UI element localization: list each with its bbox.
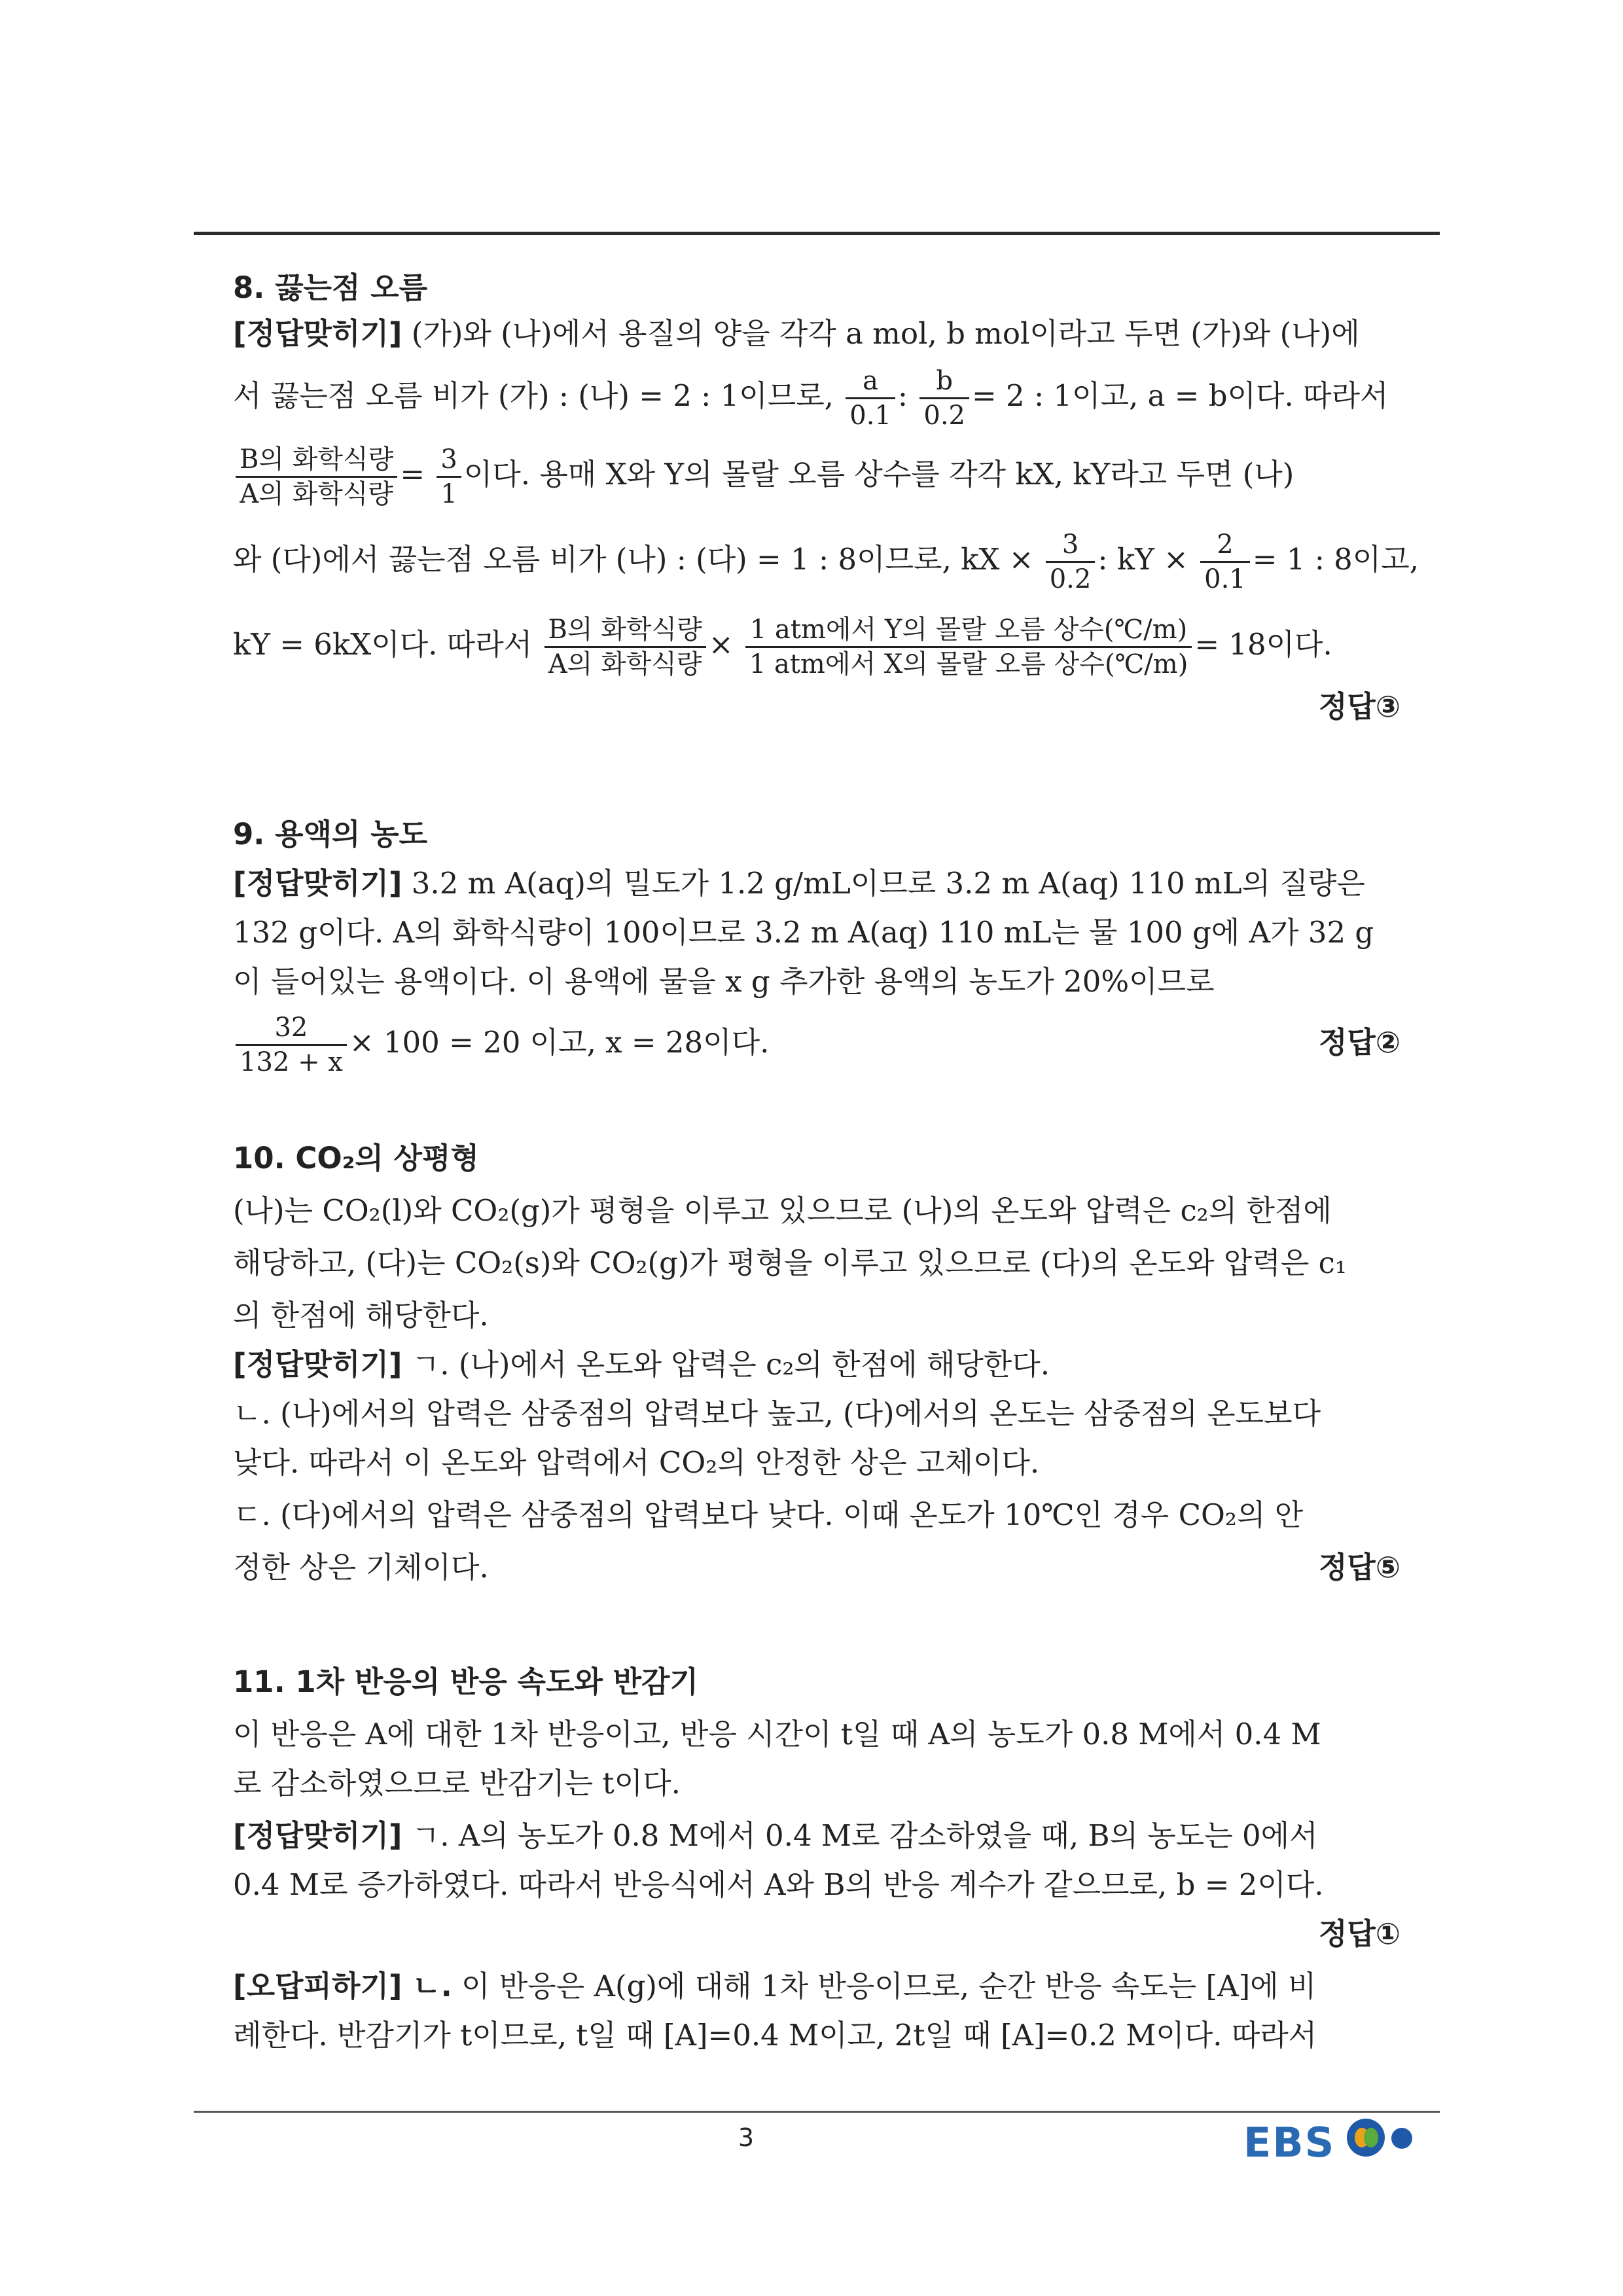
- q11-line-3: [233, 1813, 1400, 1863]
- q8-line-5: kY = 6kX이다. 따라서 $\frac{\text{B의 화학식량}}{\text{A의 화학식량}}$ × $\frac{\text{1 atm에서 Y의 몰랄 오름 상수(℃/m)}}{\text{1 atm에서 X의 몰랄 오름 상수(℃/m)}}$ = 18이다.: [233, 615, 1332, 679]
- q10-line-4: [233, 1342, 1400, 1391]
- q11-line-2: 로 감소하였으므로 반감기는 t이다.: [233, 1766, 681, 1801]
- q8-text-3: 이다. 용매 X와 Y의 몰랄 오름 상수를 각각 kX, kY라고 두면 (나): [463, 457, 1294, 492]
- fraction-mass-ratio-2: $\frac{\text{B의 화학식량}}{\text{A의 화학식량}}$: [544, 613, 706, 681]
- q11-line-1: 이 반응은 A에 대한 1차 반응이고, 반응 시간이 t일 때 A의 농도가 0.8 M에서 0.4 M: [233, 1717, 1321, 1751]
- fraction-constant-ratio: $\frac{\text{1 atm에서 Y의 몰랄 오름 상수(℃/m)}}{\text{1 atm에서 X의 몰랄 오름 상수(℃/m)}}$: [745, 613, 1192, 681]
- q9-text-1: 3.2 m A(aq)의 밀도가 1.2 g/mL이므로 3.2 m A(aq) 110 mL의 질량은: [402, 866, 1365, 901]
- fraction-3-over-0.2: $\frac{3}{0.2}$: [1046, 528, 1096, 596]
- q11-tag-2: [오답피하기]: [233, 1969, 402, 2003]
- q8-text-5a: kY = 6kX이다. 따라서: [233, 627, 533, 662]
- q8-text-4b: = 1 : 8이고,: [1252, 542, 1419, 577]
- q8-text-1: (가)와 (나)에서 용질의 양을 각각 a mol, b mol이라고 두면 (가)와 (나)에: [402, 316, 1360, 351]
- q8-tag: [정답맞히기]: [233, 316, 402, 351]
- q9-line-3: 이 들어있는 용액이다. 이 용액에 물을 x g 추가한 용액의 농도가 20%이므로: [233, 964, 1215, 999]
- q8-answer-line: [233, 684, 1400, 734]
- q8-text-2a: 서 끓는점 오름 비가 (가) : (나) = 2 : 1이므로,: [233, 378, 834, 413]
- fraction-2-over-0.1: $\frac{2}{0.1}$: [1200, 528, 1250, 596]
- q11-item-label: ㄴ.: [402, 1969, 452, 2003]
- q8-title: 8. 끓는점 오름: [233, 270, 428, 305]
- q10-line-2: 해당하고, (다)는 CO₂(s)와 CO₂(g)가 평형을 이루고 있으므로 (다)의 온도와 압력은 c₁: [233, 1246, 1347, 1280]
- q8-line-1: [233, 311, 1400, 361]
- q9-line-1: [233, 861, 1400, 910]
- q10-line-7: ㄷ. (다)에서의 압력은 삼중점의 압력보다 낮다. 이때 온도가 10℃인 경우 CO₂의 안: [233, 1498, 1304, 1532]
- header-rule: [194, 232, 1440, 235]
- q10-answer: 정답⑤: [1318, 1550, 1400, 1585]
- fraction-b-over-0.2: $\frac{b}{0.2}$: [919, 365, 969, 432]
- q11-title: 11. 1차 반응의 반응 속도와 반감기: [233, 1664, 699, 1699]
- q11-line-4: 0.4 M로 증가하였다. 따라서 반응식에서 A와 B의 반응 계수가 같으므로, b = 2이다.: [233, 1867, 1324, 1902]
- q11-answer: 정답①: [1318, 1916, 1400, 1951]
- fraction-3-over-1: $\frac{3}{1}$: [437, 443, 461, 511]
- q11-answer-line: [233, 1911, 1400, 1961]
- q10-line-1: (나)는 CO₂(l)와 CO₂(g)가 평형을 이루고 있으므로 (나)의 온도와 압력은 c₂의 한점에: [233, 1193, 1332, 1228]
- page-number: 3: [738, 2123, 755, 2152]
- q10-tag: [정답맞히기]: [233, 1347, 402, 1382]
- q10-text-8: 정한 상은 기체이다.: [233, 1550, 489, 1585]
- q9-line-4: [233, 1008, 1400, 1077]
- q11-line-5: [233, 1964, 1400, 2013]
- q9-text-4: × 100 = 20 이고, x = 28이다.: [349, 1025, 770, 1060]
- q10-line-5: ㄴ. (나)에서의 압력은 삼중점의 압력보다 높고, (다)에서의 온도는 삼중점의 온도보다: [233, 1396, 1321, 1431]
- q8-text-5b: = 18이다.: [1194, 627, 1332, 662]
- q10-text-4: ㄱ. (나)에서 온도와 압력은 c₂의 한점에 해당한다.: [402, 1347, 1050, 1382]
- ebs-logo-text: EBS: [1243, 2119, 1336, 2166]
- q11-text-3: ㄱ. A의 농도가 0.8 M에서 0.4 M로 감소하였을 때, B의 농도는 0에서: [402, 1818, 1318, 1853]
- q9-title: 9. 용액의 농도: [233, 817, 428, 852]
- q10-line-6: 낮다. 따라서 이 온도와 압력에서 CO₂의 안정한 상은 고체이다.: [233, 1445, 1040, 1480]
- q8-text-4a: 와 (다)에서 끓는점 오름 비가 (나) : (다) = 1 : 8이므로, kX ×: [233, 542, 1034, 577]
- fraction-mass-ratio: $\frac{\text{B의 화학식량}}{\text{A의 화학식량}}$: [236, 443, 397, 511]
- ebs-logo-dot-icon: [1391, 2128, 1412, 2149]
- q11-text-5: 이 반응은 A(g)에 대해 1차 반응이므로, 순간 반응 속도는 [A]에 비: [452, 1969, 1317, 2003]
- q10-line-3: 의 한점에 해당한다.: [233, 1298, 489, 1333]
- q8-line-2: 서 끓는점 오름 비가 (가) : (나) = 2 : 1이므로, $\frac{a}{0.1}$ : $\frac{b}{0.2}$ = 2 : 1이고, a = b이다. 따라서: [233, 366, 1389, 431]
- ebs-logo-ring-icon: [1347, 2119, 1385, 2157]
- ebs-logo: [1243, 2111, 1459, 2170]
- q10-line-8: [233, 1545, 1400, 1594]
- q8-text-2b: = 2 : 1이고, a = b이다. 따라서: [972, 378, 1389, 413]
- q9-answer: 정답②: [1318, 1025, 1400, 1060]
- q11-line-6: 례한다. 반감기가 t이므로, t일 때 [A]=0.4 M이고, 2t일 때 [A]=0.2 M이다. 따라서: [233, 2018, 1317, 2053]
- q10-title: 10. CO₂의 상평형: [233, 1141, 479, 1175]
- q8-answer: 정답③: [1318, 689, 1400, 724]
- q8-line-3: $\frac{\text{B의 화학식량}}{\text{A의 화학식량}}$ = $\frac{3}{1}$ 이다. 용매 X와 Y의 몰랄 오름 상수를 각각 kX, kY라고 두면 (나): [233, 442, 1400, 507]
- fraction-32-over-132x: $\frac{32}{132 + x}$: [236, 1011, 347, 1079]
- q9-line-2: 132 g이다. A의 화학식량이 100이므로 3.2 m A(aq) 110 mL는 물 100 g에 A가 32 g: [233, 915, 1374, 950]
- q11-tag: [정답맞히기]: [233, 1818, 402, 1853]
- q9-tag: [정답맞히기]: [233, 866, 402, 901]
- q8-line-4: 와 (다)에서 끓는점 오름 비가 (나) : (다) = 1 : 8이므로, kX × $\frac{3}{0.2}$ : kY × $\frac{2}{0.1}$ = 1 : 8이고,: [233, 529, 1419, 594]
- fraction-a-over-0.1: $\frac{a}{0.1}$: [846, 365, 895, 432]
